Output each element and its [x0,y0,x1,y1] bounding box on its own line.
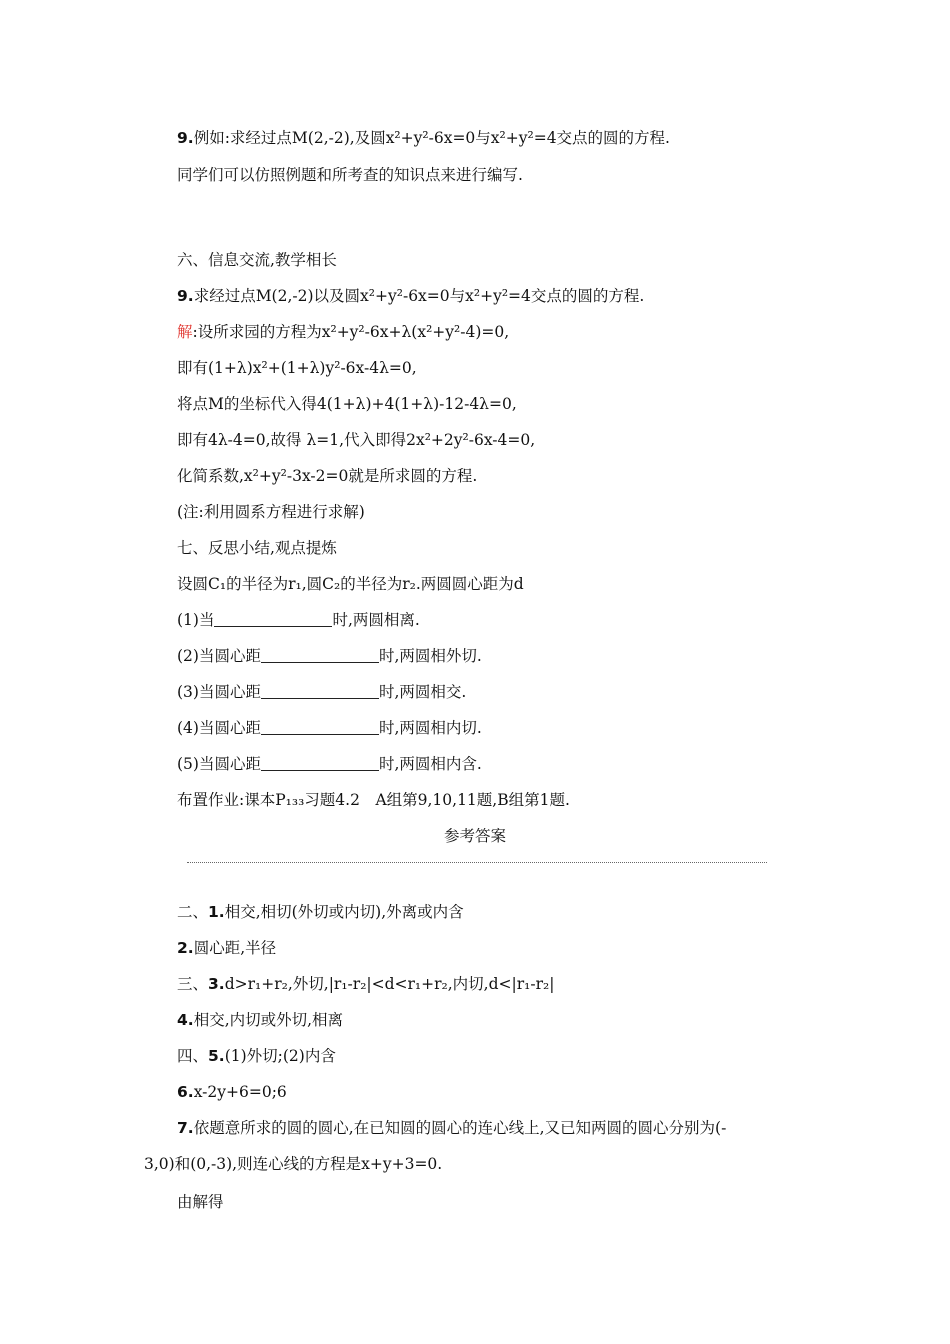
instruction-line: 同学们可以仿照例题和所考查的知识点来进行编写. [177,166,523,184]
blank-prefix: (5)当圆心距 [177,755,261,773]
section-six-heading: 六、信息交流,教学相长 [177,251,337,269]
answer-continuation: 3,0)和(0,-3),则连心线的方程是x+y+3=0. [144,1155,443,1173]
example-line [177,128,670,148]
solution-note: (注:利用圆系方程进行求解) [177,503,365,521]
section-prefix: 二、 [177,903,209,921]
blank-suffix: 时,两圆相内切. [378,719,482,737]
item-number: 9. [177,129,194,147]
answer-blank[interactable] [261,756,379,771]
solution-step: 将点M的坐标代入得4(1+λ)+4(1+λ)-12-4λ=0, [177,395,517,413]
answer-text: 圆心距,半径 [193,939,277,957]
item-number: 2. [177,939,194,957]
item-number: 9. [177,287,194,305]
item-number: 1. [208,903,225,921]
blank-prefix: (3)当圆心距 [177,683,261,701]
answer-text: 相交,内切或外切,相离 [193,1011,344,1029]
blank-suffix: 时,两圆相交. [378,683,467,701]
fill-blank-line [177,646,482,666]
section-prefix: 三、 [177,975,209,993]
answer-line: 由解得 [177,1193,224,1211]
fill-blank-line [177,718,482,738]
blank-prefix: (4)当圆心距 [177,719,261,737]
answer-line [177,902,464,922]
dotted-divider [187,862,767,863]
fill-blank-line [177,682,466,702]
item-number: 4. [177,1011,194,1029]
blank-suffix: 时,两圆相外切. [378,647,482,665]
example-text: 例如:求经过点M(2,-2),及圆x²+y²-6x=0与x²+y²=4交点的圆的方程. [193,129,670,147]
answer-text: x-2y+6=0;6 [193,1083,287,1101]
summary-intro: 设圆C₁的半径为r₁,圆C₂的半径为r₂.两圆圆心距为d [177,575,524,593]
solution-label: 解 [177,323,193,341]
solution-step: 即有4λ-4=0,故得 λ=1,代入即得2x²+2y²-6x-4=0, [177,431,536,449]
item-number: 3. [208,975,225,993]
homework-line: 布置作业:课本P₁₃₃习题4.2 A组第9,10,11题,B组第1题. [177,791,570,809]
problem-text: 求经过点M(2,-2)以及圆x²+y²-6x=0与x²+y²=4交点的圆的方程. [193,287,645,305]
item-number: 7. [177,1119,194,1137]
answer-text: (1)外切;(2)内含 [224,1047,336,1065]
answer-blank[interactable] [261,684,379,699]
answer-blank[interactable] [261,648,379,663]
section-seven-heading: 七、反思小结,观点提炼 [177,539,337,557]
solution-text: :设所求园的方程为x²+y²-6x+λ(x²+y²-4)=0, [192,323,510,341]
answer-blank[interactable] [214,612,332,627]
blank-suffix: 时,两圆相离. [332,611,420,629]
problem-line [177,286,644,306]
answer-line [177,938,276,958]
answer-line [177,1046,336,1066]
solution-step: 即有(1+λ)x²+(1+λ)y²-6x-4λ=0, [177,359,417,377]
answer-text: 依题意所求的圆的圆心,在已知圆的圆心的连心线上,又已知两圆的圆心分别为(- [193,1119,727,1137]
solution-step: 化简系数,x²+y²-3x-2=0就是所求圆的方程. [177,467,478,485]
answer-line [177,1010,343,1030]
answer-blank[interactable] [261,720,379,735]
answer-line [177,1118,726,1138]
answer-text: d>r₁+r₂,外切,|r₁-r₂|<d<r₁+r₂,内切,d<|r₁-r₂| [224,975,555,993]
item-number: 5. [208,1047,225,1065]
answer-text: 相交,相切(外切或内切),外离或内含 [224,903,464,921]
blank-prefix: (1)当 [177,611,215,629]
answer-line [177,1082,287,1102]
blank-suffix: 时,两圆相内含. [378,755,482,773]
fill-blank-line [177,610,420,630]
solution-line [177,322,509,342]
fill-blank-line [177,754,482,774]
item-number: 6. [177,1083,194,1101]
answers-heading: 参考答案 [443,827,506,845]
answer-line [177,974,554,994]
section-prefix: 四、 [177,1047,209,1065]
blank-prefix: (2)当圆心距 [177,647,261,665]
